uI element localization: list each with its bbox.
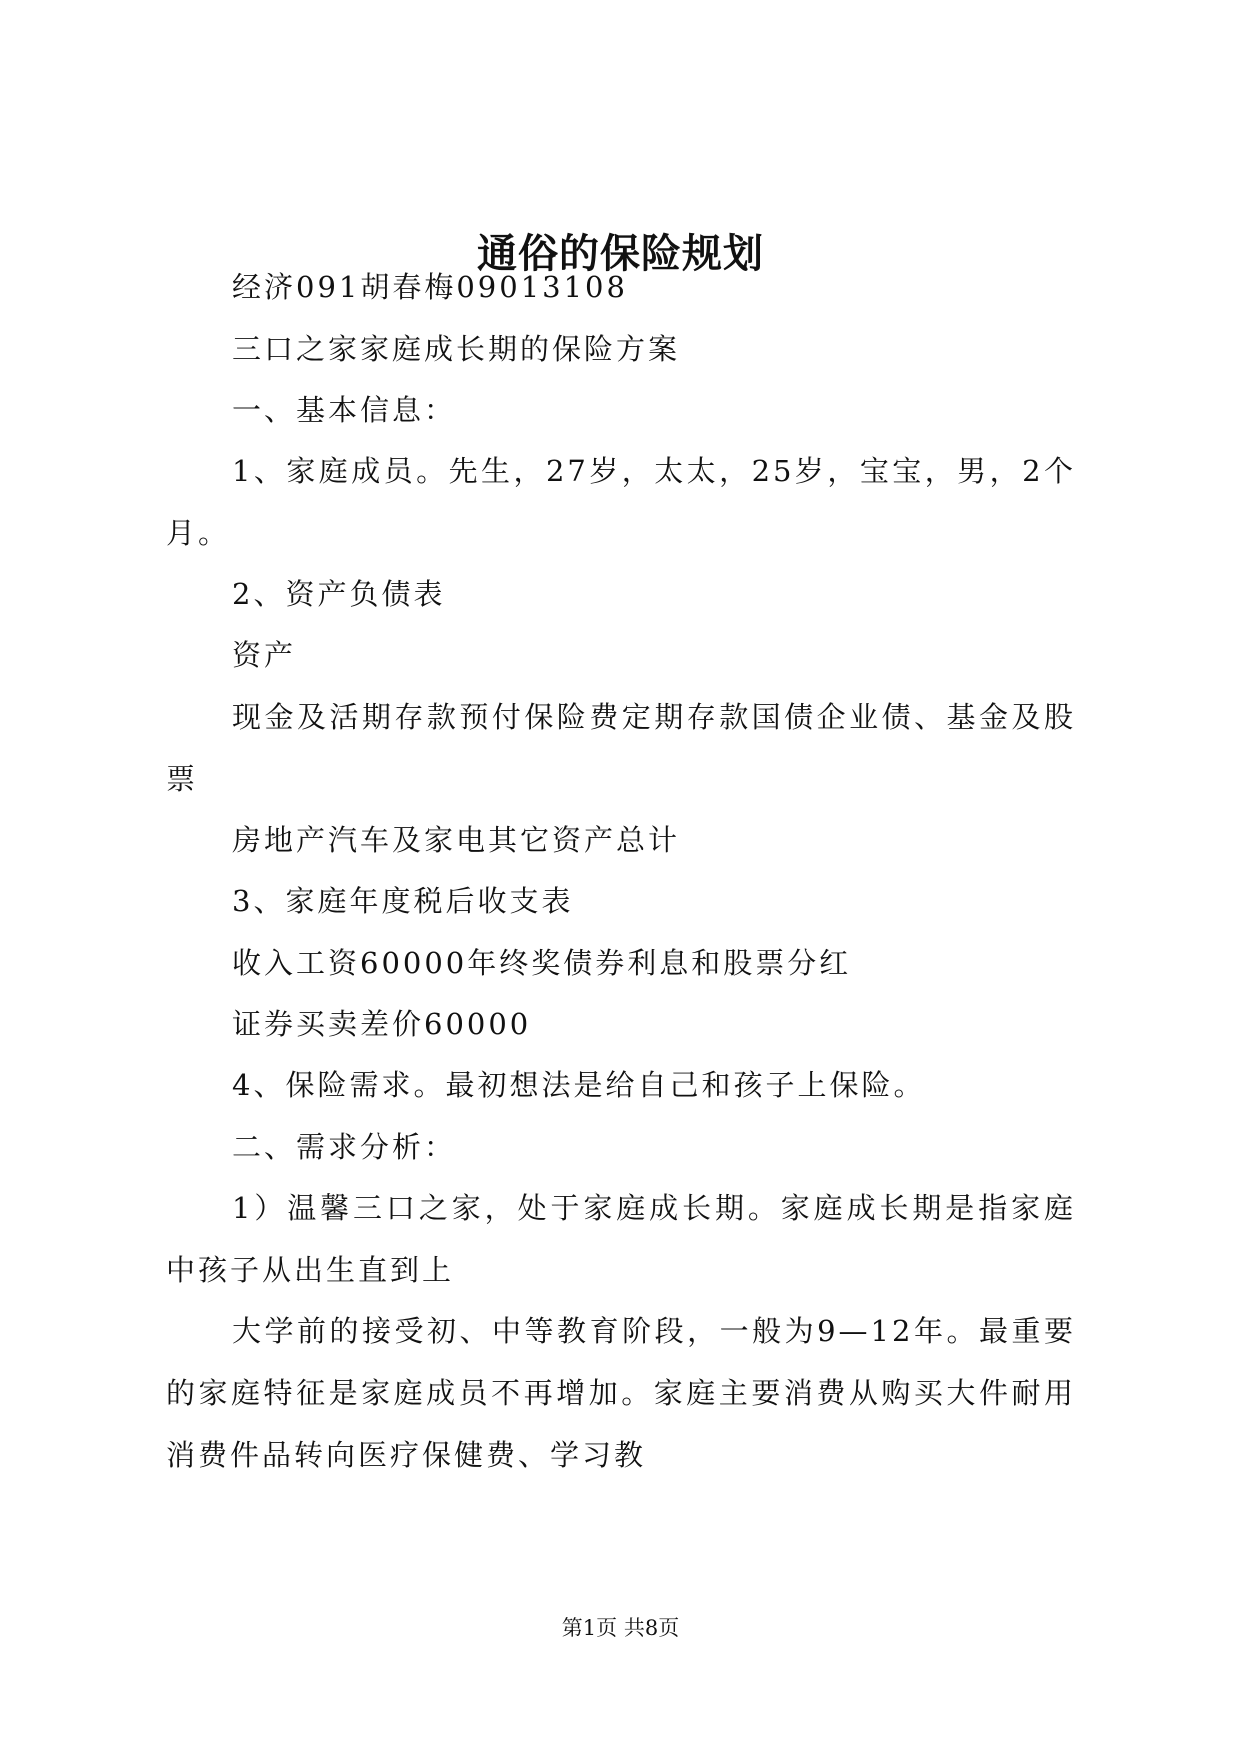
paragraph-analysis-1: 1）温馨三口之家，处于家庭成长期。家庭成长期是指家庭中孩子从出生直到上 [166,1191,1076,1287]
paragraph-asset-items-2: 房地产汽车及家电其它资产总计 [232,823,681,857]
paragraph-asset-items: 现金及活期存款预付保险费定期存款国债企业债、基金及股票 [166,700,1076,796]
paragraph-income-statement: 3、家庭年度税后收支表 [232,884,574,918]
paragraph-insurance-needs: 4、保险需求。最初想法是给自己和孩子上保险。 [232,1068,926,1102]
paragraph-income: 收入工资60000年终奖债券利息和股票分红 [232,946,852,980]
author-line: 经济091胡春梅09013108 [232,270,628,304]
paragraph-securities: 证券买卖差价60000 [232,1007,532,1041]
section-heading-basic-info: 一、基本信息： [232,393,457,427]
section-heading: 三口之家家庭成长期的保险方案 [232,332,681,366]
paragraph-assets: 资产 [232,638,297,672]
document-title: 通俗的保险规划 [477,230,764,277]
paragraph-family-members: 1、家庭成员。先生，27岁，太太，25岁，宝宝，男，2个月。 [166,454,1076,550]
section-heading-analysis: 二、需求分析： [232,1130,457,1164]
page-footer: 第1页 共8页 [561,1616,680,1640]
paragraph-analysis-2: 大学前的接受初、中等教育阶段，一般为9—12年。最重要的家庭特征是家庭成员不再增加。家庭主要消费从购买大件耐用消费件品转向医疗保健费、学习教 [166,1314,1076,1472]
paragraph-balance-sheet: 2、资产负债表 [232,577,446,611]
